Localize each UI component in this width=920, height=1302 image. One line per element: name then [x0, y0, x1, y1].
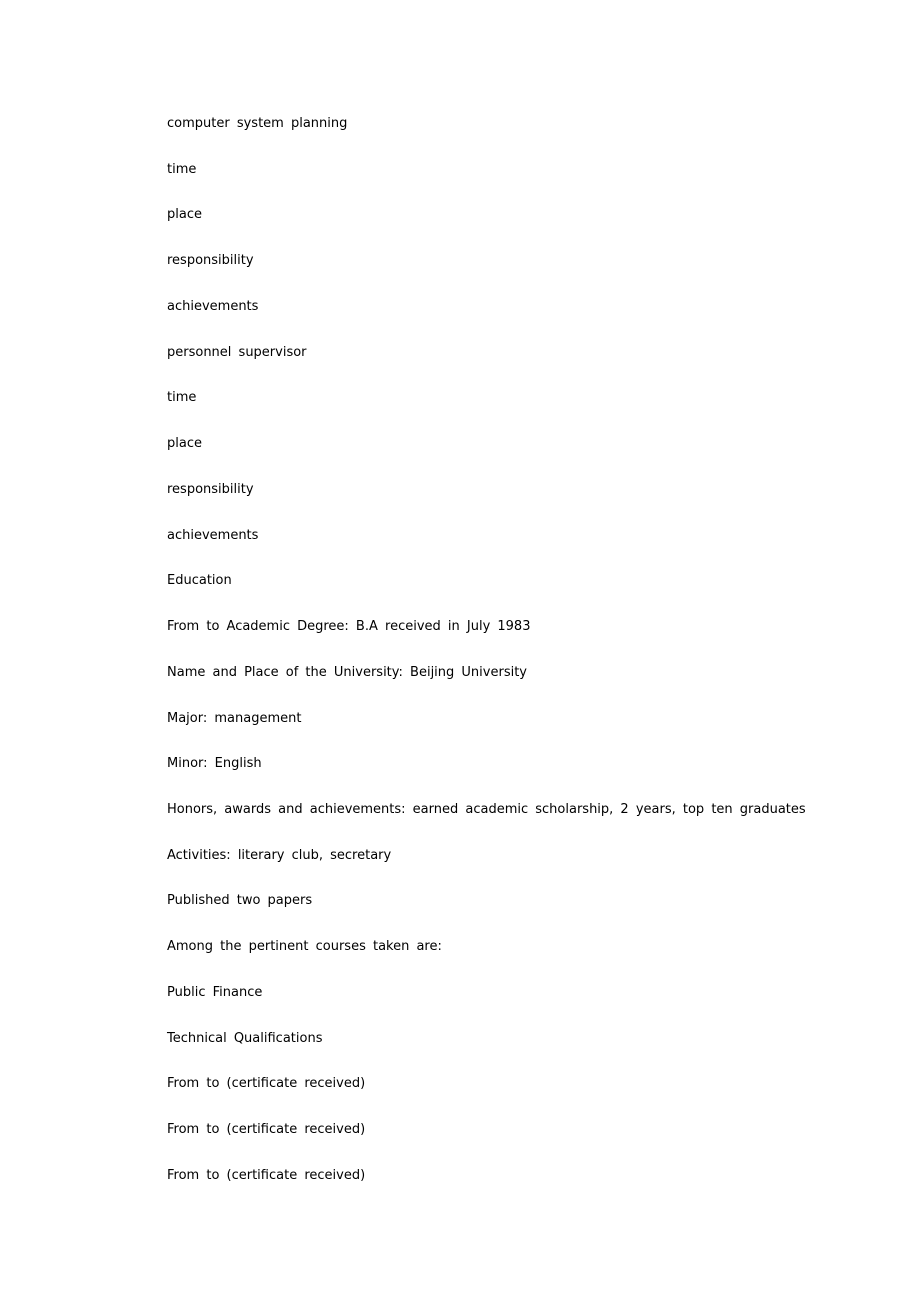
text-line: Activities: literary club, secretary	[167, 847, 392, 863]
text-line: responsibility	[167, 253, 254, 269]
text-line: Published two papers	[167, 893, 313, 909]
text-line: From to Academic Degree: B.A received in July 1983	[167, 619, 531, 635]
document-body	[167, 115, 867, 1213]
text-line: Minor: English	[167, 756, 262, 772]
text-line: place	[167, 436, 202, 452]
section-heading-education: Education	[167, 573, 232, 589]
text-line: From to (certificate received)	[167, 1167, 366, 1183]
text-line: achievements	[167, 527, 259, 543]
text-line: Name and Place of the University: Beijing University	[167, 664, 527, 680]
text-line: achievements	[167, 298, 259, 314]
text-line: computer system planning	[167, 116, 348, 131]
text-line: From to (certificate received)	[167, 1076, 366, 1092]
text-line: place	[167, 207, 202, 223]
text-line: Among the pertinent courses taken are:	[167, 939, 442, 955]
text-line: From to (certificate received)	[167, 1122, 366, 1138]
text-line: Major: management	[167, 710, 302, 726]
text-line: time	[167, 161, 197, 177]
text-line: Public Finance	[167, 984, 263, 1000]
text-line: time	[167, 390, 197, 406]
text-line: personnel supervisor	[167, 344, 307, 360]
text-line: responsibility	[167, 481, 254, 497]
section-heading-technical-qualifications: Technical Qualifications	[167, 1030, 323, 1046]
text-line: Honors, awards and achievements: earned academic scholarship, 2 years, top ten graduates	[167, 802, 806, 818]
